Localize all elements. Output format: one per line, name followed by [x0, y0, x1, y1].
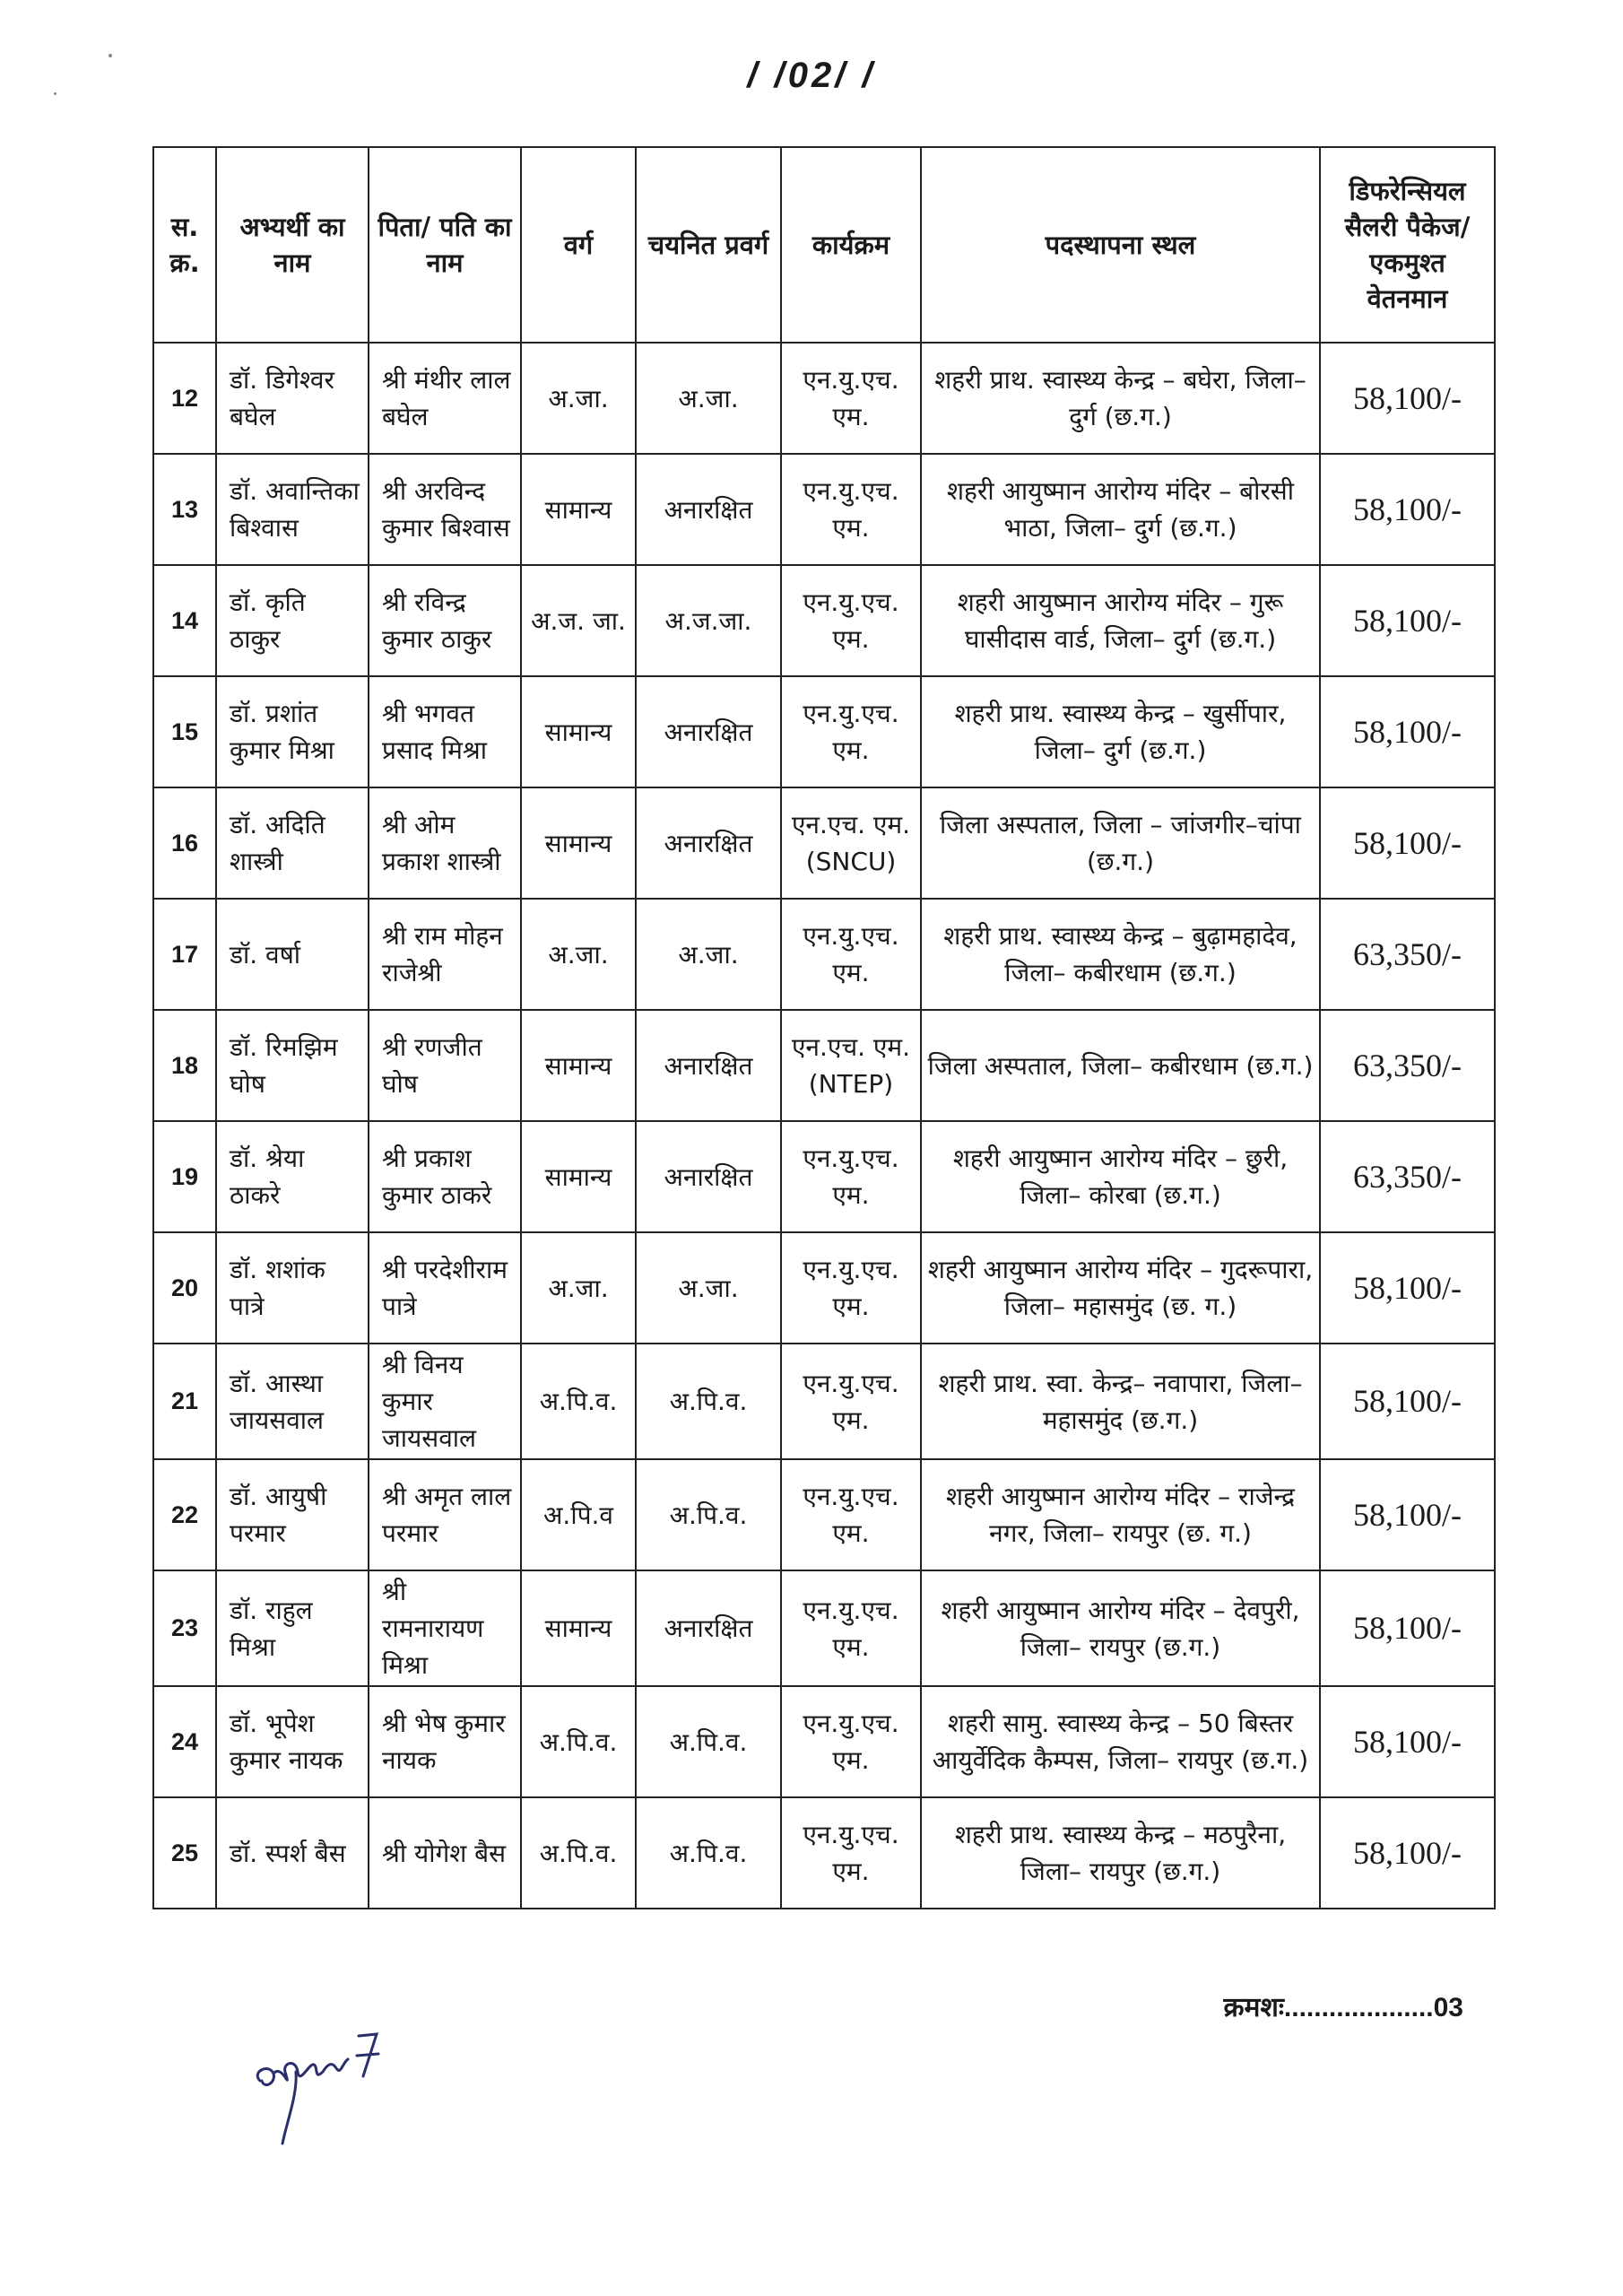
candidate-name-cell: डॉ. कृति ठाकुर [216, 565, 369, 676]
category-cell: अ.पि.व. [521, 1797, 636, 1909]
category-cell: अ.जा. [521, 899, 636, 1010]
salary-cell: 58,100/- [1320, 676, 1495, 787]
category-cell: अ.जा. [521, 343, 636, 454]
selected-category-cell: अनारक्षित [636, 676, 781, 787]
salary-cell: 58,100/- [1320, 1344, 1495, 1459]
serial-cell: 23 [153, 1570, 216, 1686]
header-category: वर्ग [521, 147, 636, 343]
father-name-cell: श्री रामनारायण मिश्रा [369, 1570, 521, 1686]
program-cell: एन.यु.एच. एम. [781, 899, 921, 1010]
candidate-name-cell: डॉ. अदिति शास्त्री [216, 787, 369, 899]
category-cell: सामान्य [521, 454, 636, 565]
program-cell: एन.यु.एच. एम. [781, 676, 921, 787]
selected-category-cell: अ.जा. [636, 1232, 781, 1344]
category-cell: अ.पि.व. [521, 1344, 636, 1459]
salary-cell: 58,100/- [1320, 454, 1495, 565]
salary-cell: 58,100/- [1320, 565, 1495, 676]
selected-category-cell: अनारक्षित [636, 1010, 781, 1121]
handwritten-signature [242, 2009, 421, 2152]
posting-place-cell: शहरी प्राथ. स्वास्थ्य केन्द्र – बघेरा, जिला– दुर्ग (छ.ग.) [921, 343, 1320, 454]
serial-cell: 12 [153, 343, 216, 454]
category-cell: अ.पि.व [521, 1459, 636, 1570]
table-row [153, 1797, 1495, 1909]
table-row [153, 1570, 1495, 1686]
table-row [153, 1459, 1495, 1570]
salary-cell: 58,100/- [1320, 1570, 1495, 1686]
posting-place-cell: शहरी आयुष्मान आरोग्य मंदिर – राजेन्द्र नगर, जिला– रायपुर (छ. ग.) [921, 1459, 1320, 1570]
father-name-cell: श्री अमृत लाल परमार [369, 1459, 521, 1570]
category-cell: अ.पि.व. [521, 1686, 636, 1797]
posting-place-cell: शहरी प्राथ. स्वास्थ्य केन्द्र – बुढ़ामहादेव, जिला– कबीरधाम (छ.ग.) [921, 899, 1320, 1010]
salary-cell: 63,350/- [1320, 1010, 1495, 1121]
category-cell: सामान्य [521, 1121, 636, 1232]
posting-place-cell: शहरी प्राथ. स्वास्थ्य केन्द्र – खुर्सीपार, जिला– दुर्ग (छ.ग.) [921, 676, 1320, 787]
father-name-cell: श्री परदेशीराम पात्रे [369, 1232, 521, 1344]
table-row [153, 1686, 1495, 1797]
program-cell: एन.यु.एच. एम. [781, 343, 921, 454]
salary-cell: 58,100/- [1320, 787, 1495, 899]
serial-cell: 20 [153, 1232, 216, 1344]
program-cell: एन.यु.एच. एम. [781, 1232, 921, 1344]
candidate-name-cell: डॉ. आयुषी परमार [216, 1459, 369, 1570]
selected-category-cell: अ.पि.व. [636, 1686, 781, 1797]
serial-cell: 18 [153, 1010, 216, 1121]
father-name-cell: श्री ओम प्रकाश शास्त्री [369, 787, 521, 899]
posting-place-cell: शहरी प्राथ. स्वा. केन्द्र– नवापारा, जिला– महासमुंद (छ.ग.) [921, 1344, 1320, 1459]
category-cell: अ.ज. जा. [521, 565, 636, 676]
salary-cell: 63,350/- [1320, 1121, 1495, 1232]
table-row [153, 787, 1495, 899]
serial-cell: 21 [153, 1344, 216, 1459]
table-row [153, 1232, 1495, 1344]
father-name-cell: श्री योगेश बैस [369, 1797, 521, 1909]
posting-place-cell: शहरी प्राथ. स्वास्थ्य केन्द्र – मठपुरैना, जिला– रायपुर (छ.ग.) [921, 1797, 1320, 1909]
program-cell: एन.एच. एम. (NTEP) [781, 1010, 921, 1121]
salary-cell: 58,100/- [1320, 1797, 1495, 1909]
serial-cell: 16 [153, 787, 216, 899]
category-cell: सामान्य [521, 676, 636, 787]
posting-place-cell: शहरी आयुष्मान आरोग्य मंदिर – छुरी, जिला– कोरबा (छ.ग.) [921, 1121, 1320, 1232]
table-row [153, 565, 1495, 676]
category-cell: सामान्य [521, 1010, 636, 1121]
serial-cell: 14 [153, 565, 216, 676]
candidate-name-cell: डॉ. स्पर्श बैस [216, 1797, 369, 1909]
father-name-cell: श्री मंथीर लाल बघेल [369, 343, 521, 454]
serial-cell: 15 [153, 676, 216, 787]
serial-cell: 19 [153, 1121, 216, 1232]
header-selected-category: चयनित प्रवर्ग [636, 147, 781, 343]
selected-category-cell: अ.ज.जा. [636, 565, 781, 676]
candidate-name-cell: डॉ. आस्था जायसवाल [216, 1344, 369, 1459]
salary-cell: 58,100/- [1320, 1232, 1495, 1344]
serial-cell: 17 [153, 899, 216, 1010]
serial-cell: 25 [153, 1797, 216, 1909]
candidate-name-cell: डॉ. अवान्तिका बिश्वास [216, 454, 369, 565]
posting-place-cell: शहरी सामु. स्वास्थ्य केन्द्र – 50 बिस्तर आयुर्वेदिक कैम्पस, जिला– रायपुर (छ.ग.) [921, 1686, 1320, 1797]
program-cell: एन.यु.एच. एम. [781, 565, 921, 676]
program-cell: एन.यु.एच. एम. [781, 1570, 921, 1686]
program-cell: एन.यु.एच. एम. [781, 1344, 921, 1459]
selected-category-cell: अ.पि.व. [636, 1344, 781, 1459]
candidate-name-cell: डॉ. वर्षा [216, 899, 369, 1010]
posting-place-cell: जिला अस्पताल, जिला – जांजगीर–चांपा (छ.ग.) [921, 787, 1320, 899]
posting-place-cell: शहरी आयुष्मान आरोग्य मंदिर – देवपुरी, जिला– रायपुर (छ.ग.) [921, 1570, 1320, 1686]
candidate-name-cell: डॉ. रिमझिम घोष [216, 1010, 369, 1121]
serial-cell: 24 [153, 1686, 216, 1797]
candidate-name-cell: डॉ. श्रेया ठाकरे [216, 1121, 369, 1232]
salary-cell: 58,100/- [1320, 1459, 1495, 1570]
table-row [153, 676, 1495, 787]
scan-speck [54, 92, 56, 95]
father-name-cell: श्री विनय कुमार जायसवाल [369, 1344, 521, 1459]
header-father-name: पिता/ पति का नाम [369, 147, 521, 343]
header-serial: स. क्र. [153, 147, 216, 343]
selected-category-cell: अनारक्षित [636, 787, 781, 899]
program-cell: एन.यु.एच. एम. [781, 1459, 921, 1570]
father-name-cell: श्री रणजीत घोष [369, 1010, 521, 1121]
father-name-cell: श्री प्रकाश कुमार ठाकरे [369, 1121, 521, 1232]
program-cell: एन.यु.एच. एम. [781, 1121, 921, 1232]
header-candidate-name: अभ्यर्थी का नाम [216, 147, 369, 343]
category-cell: सामान्य [521, 787, 636, 899]
appointment-table [152, 146, 1496, 1909]
posting-place-cell: जिला अस्पताल, जिला– कबीरधाम (छ.ग.) [921, 1010, 1320, 1121]
posting-place-cell: शहरी आयुष्मान आरोग्य मंदिर – गुदरूपारा, जिला– महासमुंद (छ. ग.) [921, 1232, 1320, 1344]
candidate-name-cell: डॉ. भूपेश कुमार नायक [216, 1686, 369, 1797]
program-cell: एन.यु.एच. एम. [781, 1686, 921, 1797]
father-name-cell: श्री भगवत प्रसाद मिश्रा [369, 676, 521, 787]
candidate-name-cell: डॉ. प्रशांत कुमार मिश्रा [216, 676, 369, 787]
header-salary: डिफरेन्सियल सैलरी पैकेज/ एकमुश्त वेतनमान [1320, 147, 1495, 343]
selected-category-cell: अ.जा. [636, 343, 781, 454]
scan-speck [108, 54, 112, 57]
posting-place-cell: शहरी आयुष्मान आरोग्य मंदिर – बोरसी भाठा, जिला– दुर्ग (छ.ग.) [921, 454, 1320, 565]
candidate-name-cell: डॉ. शशांक पात्रे [216, 1232, 369, 1344]
posting-place-cell: शहरी आयुष्मान आरोग्य मंदिर – गुरू घासीदास वार्ड, जिला– दुर्ग (छ.ग.) [921, 565, 1320, 676]
salary-cell: 63,350/- [1320, 899, 1495, 1010]
table-row [153, 899, 1495, 1010]
table-row [153, 1344, 1495, 1459]
category-cell: अ.जा. [521, 1232, 636, 1344]
father-name-cell: श्री भेष कुमार नायक [369, 1686, 521, 1797]
serial-cell: 13 [153, 454, 216, 565]
selected-category-cell: अ.पि.व. [636, 1797, 781, 1909]
table-header-row [153, 147, 1495, 343]
father-name-cell: श्री रविन्द्र कुमार ठाकुर [369, 565, 521, 676]
table-row [153, 1010, 1495, 1121]
father-name-cell: श्री राम मोहन राजेश्री [369, 899, 521, 1010]
table-row [153, 454, 1495, 565]
selected-category-cell: अनारक्षित [636, 1121, 781, 1232]
candidate-name-cell: डॉ. डिगेश्वर बघेल [216, 343, 369, 454]
category-cell: सामान्य [521, 1570, 636, 1686]
program-cell: एन.यु.एच. एम. [781, 454, 921, 565]
serial-cell: 22 [153, 1459, 216, 1570]
program-cell: एन.यु.एच. एम. [781, 1797, 921, 1909]
selected-category-cell: अ.पि.व. [636, 1459, 781, 1570]
table-row [153, 343, 1495, 454]
header-program: कार्यक्रम [781, 147, 921, 343]
selected-category-cell: अनारक्षित [636, 1570, 781, 1686]
program-cell: एन.एच. एम. (SNCU) [781, 787, 921, 899]
continuation-note: क्रमशः....................03 [1223, 1993, 1463, 2022]
selected-category-cell: अनारक्षित [636, 454, 781, 565]
header-posting-place: पदस्थापना स्थल [921, 147, 1320, 343]
candidate-name-cell: डॉ. राहुल मिश्रा [216, 1570, 369, 1686]
salary-cell: 58,100/- [1320, 343, 1495, 454]
page-number: / /02/ / [747, 56, 876, 95]
father-name-cell: श्री अरविन्द कुमार बिश्वास [369, 454, 521, 565]
selected-category-cell: अ.जा. [636, 899, 781, 1010]
table-row [153, 1121, 1495, 1232]
salary-cell: 58,100/- [1320, 1686, 1495, 1797]
